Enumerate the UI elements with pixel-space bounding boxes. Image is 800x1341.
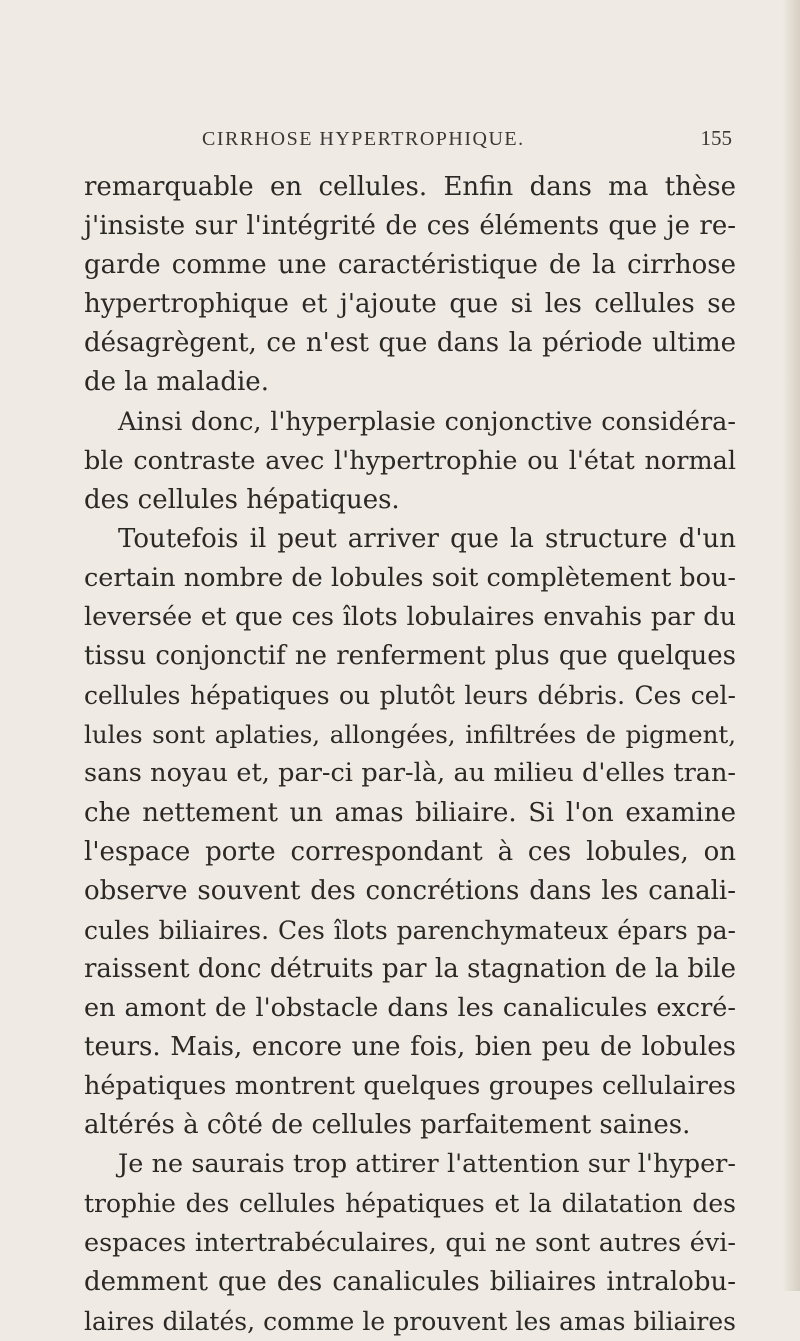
text-line: teurs. Mais, encore une fois, bien peu de lobules [84,1032,736,1063]
text-line: Toutefois il peut arriver que la structure d'un [118,523,736,554]
text-line: en amont de l'obstacle dans les canalicules excré- [84,992,736,1023]
text-line: altérés à côté de cellules parfaitement saines. [84,1110,691,1141]
text-line: lules sont aplaties, allongées, infiltrées de pigment, [84,720,736,750]
text-line: demment que des canalicules biliaires intralobu- [84,1266,736,1297]
text-line: leversée et que ces îlots lobulaires envahis par du [84,602,736,633]
text-line: cules biliaires. Ces îlots parenchymateux épars pa- [84,915,736,945]
text-line: espaces intertrabéculaires, qui ne sont autres évi- [84,1227,736,1258]
text-line: trophie des cellules hépatiques et la dilatation des [84,1189,736,1219]
text-line: j'insiste sur l'intégrité de ces éléments que je re- [84,211,736,242]
text-line: cellules hépatiques ou plutôt leurs débris. Ces cel- [84,681,736,711]
text-line: Je ne saurais trop attirer l'attention sur l'hyper- [118,1149,736,1180]
text-line: certain nombre de lobules soit complètement bou- [84,562,737,593]
body-text [84,168,736,1341]
running-title: CIRRHOSE HYPERTROPHIQUE. [202,128,525,150]
text-line: remarquable en cellules. Enfin dans ma thèse [84,172,736,202]
page-number: 155 [700,126,732,150]
text-line: désagrègent, ce n'est que dans la période ultime [84,328,736,359]
text-line: ble contraste avec l'hypertrophie ou l'état normal [84,445,736,476]
text-line: de la maladie. [84,367,269,398]
text-line: sans noyau et, par-ci par-là, au milieu d'elles tran- [84,758,736,789]
text-line: hépatiques montrent quelques groupes cellulaires [84,1071,736,1102]
page-header [202,128,732,158]
text-line: tissu conjonctif ne renferment plus que quelques [84,641,736,672]
text-line: raissent donc détruits par la stagnation de la bile [84,953,736,984]
text-line: che nettement un amas biliaire. Si l'on examine [84,797,736,828]
text-line: garde comme une caractéristique de la cirrhose [84,250,736,281]
text-line: hypertrophique et j'ajoute que si les cellules se [84,289,736,320]
text-line: des cellules hépatiques. [84,484,400,515]
text-line: l'espace porte correspondant à ces lobules, on [84,836,736,867]
text-line: observe souvent des concrétions dans les canali- [84,875,736,906]
page-edge-shadow [782,0,800,1291]
text-line: Ainsi donc, l'hyperplasie conjonctive considéra- [118,406,736,437]
text-line: laires dilatés, comme le prouvent les amas biliaires [84,1306,736,1336]
